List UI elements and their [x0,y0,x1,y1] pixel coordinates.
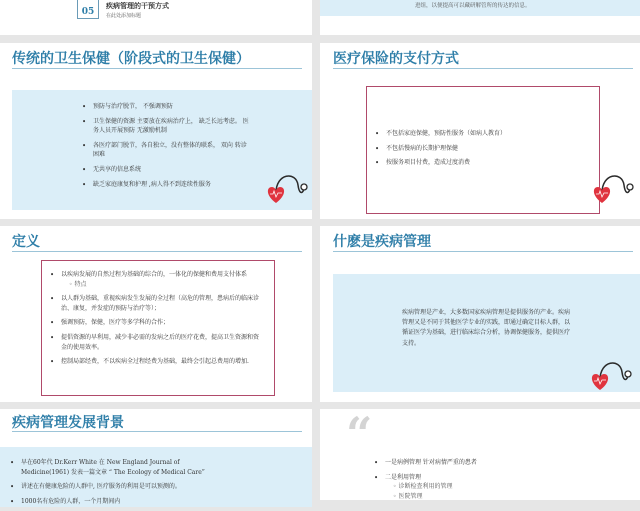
list-item: • 一是病例管理 针对病情严重的患者 [374,458,574,468]
list-item: • 不包括家庭保健，预防性服务（如病人教育） [375,129,575,139]
list-item: • 提倡资源的早利用，减少非必需的发病之后的医疗花费，提高卫生资源和资金的使用效率。 [50,333,260,352]
slide-title: 疾病管理的干预方式 [106,1,169,10]
body-text: 进组，以便提高可以藏研解管所的传达的信息。 [415,3,531,9]
slide-number: 05 [81,7,95,17]
list-item: • 各医疗部门脱节，各自独立，没有整体的联系， 双向 转诊困难 [82,141,252,160]
list-item: • 强调预防，保健，医疗等多学科的合作； [50,318,260,328]
slide-title: 传统的卫生保健（阶段式的卫生保健） [12,51,250,67]
list-item: • 不包括慢病的长期护理保健 [375,144,575,154]
stethoscope-heart-icon [586,350,632,396]
sub-item-text: 特点 [74,280,87,288]
slide-dm-types[interactable] [320,409,640,500]
bullet-list [10,458,220,511]
list-item: • 1000名有危险的人群，一个月期间内 [10,497,220,507]
list-item-text: 以疾病发展的自然过程为基础的综合的，一体化的保健和费用支付体系 [61,271,248,278]
slide-definition[interactable] [0,226,312,402]
bullet-list [82,102,252,194]
slide-subtitle: 在此处添加标题 [106,13,142,19]
slide-number-box [77,0,99,19]
slide-intervention[interactable] [0,0,312,35]
list-item: • 预防与治疗脱节， 不强调预防 [82,102,252,112]
title-divider [12,68,302,69]
stethoscope-heart-icon [588,163,634,209]
title-divider [333,251,633,252]
quote-mark: “ [346,407,373,461]
body-text: 疾病管理是产业，大多数国家疾病管理是提供服务的产业。疾病管理又是不同于其他医学专业的实践，即通过确定目标人群，以循证医学为基础，进行临床综合分析，协调保健服务，提供医疗支持。 [402,309,571,347]
content-box [320,0,640,16]
sub-item: ◦ 医院管理 [393,492,423,500]
list-item: • 讲述在有健康危险的人群中, 医疗服务的利用是可以预测的。 [10,482,220,492]
list-item: • 按服务项目付费，造成过度消费 [375,158,575,168]
list-item: • 缺乏家庭康复和护理 ,病人得不到连续性服务 [82,180,252,190]
slide-title: 什麽是疾病管理 [333,234,431,250]
slide-title: 定义 [12,234,40,250]
list-item: • 卫生保健的资源 主要放在疾病治疗上， 缺乏长远考虑。 医务人员开展预防 无激励机制 [82,117,252,136]
list-item: • 早在60年代 Dr.Kerr White 在 New England Journal of Medicine(1961) 发表一篇文章 “ The Ecology of Medical Care” [10,458,220,477]
slide-what-is-dm[interactable] [320,226,640,402]
bullet-list [50,270,260,372]
sub-item-text: 诊断检查利用的管理 [398,483,453,491]
list-item: • 以人群为基础，重视疾病发生发展的全过程（高危的管理，患病后的临床诊治、康复，并发症的预防与治疗等）； [50,294,260,313]
slide-insurance-payment[interactable] [320,43,640,219]
bullet-list [375,129,575,173]
slide-title: 疾病管理发展背景 [12,415,124,431]
sub-item: ◦ 诊断检查利用的管理 [393,483,453,491]
list-item: • 控制局部经费，不以疾病全过程经费为基础，最终会引起总费用的增加. [50,357,260,367]
slide-intro-fragment[interactable] [320,0,640,35]
title-divider [12,251,302,252]
slide-title: 医疗保险的支付方式 [333,51,459,67]
title-divider [12,431,302,432]
sub-item: ◦ 特点 [69,280,87,288]
list-item [374,473,574,502]
list-item: • 无共享的信息系统 [82,165,252,175]
bullet-list [374,458,574,506]
title-divider [333,68,633,69]
slide-dm-background[interactable] [0,409,312,505]
list-item-text: 二是利用管理 [385,473,422,481]
list-item [50,270,260,289]
sub-item-text: 医院管理 [398,492,423,500]
stethoscope-heart-icon [262,163,308,209]
slide-traditional-healthcare[interactable] [0,43,312,219]
